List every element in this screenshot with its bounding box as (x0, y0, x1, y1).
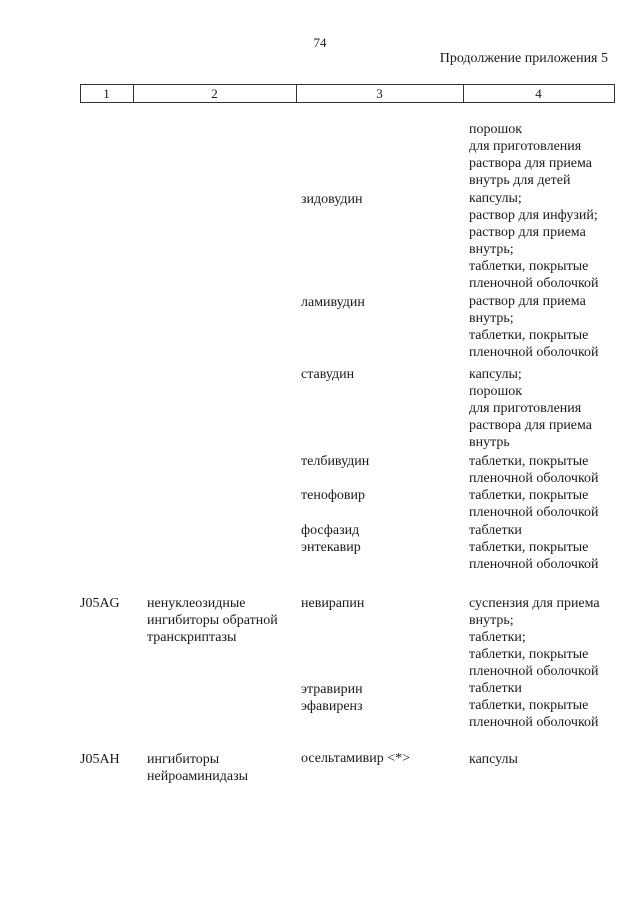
group-name-line: нейроаминидазы (147, 769, 249, 784)
dosage-form-line: капсулы; (469, 191, 522, 206)
dosage-form-line: таблетки, покрытые (469, 454, 589, 469)
dosage-form-line: капсулы (469, 752, 518, 767)
group-name-line: ингибиторы обратной (147, 613, 278, 628)
dosage-form-line: таблетки; (469, 630, 526, 645)
dosage-form-line: внутрь; (469, 311, 514, 326)
dosage-form-line: раствор для приема (469, 225, 586, 240)
dosage-form-line: внутрь для детей (469, 173, 571, 188)
dosage-form-line: внутрь; (469, 242, 514, 257)
drug-name: этравирин (301, 682, 363, 697)
dosage-form-line: раствора для приема (469, 418, 592, 433)
drug-name: фосфазид (301, 523, 360, 538)
dosage-form-line: таблетки, покрытые (469, 328, 589, 343)
drug-name: эфавиренз (301, 699, 363, 714)
header-cell-3: 3 (376, 86, 383, 101)
continuation-title: Продолжение приложения 5 (439, 51, 608, 66)
atc-code: J05AH (80, 752, 120, 767)
dosage-form-line: пленочной оболочкой (469, 505, 599, 520)
dosage-form-line: таблетки, покрытые (469, 488, 589, 503)
dosage-form-line: для приготовления (469, 401, 582, 416)
dosage-form-line: суспензия для приема (469, 596, 600, 611)
dosage-form-line: таблетки, покрытые (469, 698, 589, 713)
dosage-form-line: раствора для приема (469, 156, 592, 171)
dosage-form-line: внутрь; (469, 613, 514, 628)
dosage-form-line: таблетки (469, 523, 522, 538)
drug-name: энтекавир (301, 540, 361, 555)
dosage-form-line: таблетки, покрытые (469, 540, 589, 555)
dosage-form-line: пленочной оболочкой (469, 715, 599, 730)
dosage-form-line: раствор для приема (469, 294, 586, 309)
dosage-form-line: порошок (469, 384, 523, 399)
group-name-line: ненуклеозидные (147, 596, 246, 611)
drug-name: ламивудин (301, 295, 365, 310)
header-cell-4: 4 (535, 86, 542, 101)
column-divider (614, 84, 615, 103)
dosage-form-line: таблетки (469, 681, 522, 696)
atc-code: J05AG (80, 596, 120, 611)
dosage-form-line: порошок (469, 122, 523, 137)
drug-name: ставудин (301, 367, 355, 382)
dosage-form-line: таблетки, покрытые (469, 647, 589, 662)
group-name-line: ингибиторы (147, 752, 220, 767)
header-cell-2: 2 (211, 86, 218, 101)
dosage-form-line: капсулы; (469, 367, 522, 382)
header-cell-1: 1 (103, 86, 110, 101)
dosage-form-line: для приготовления (469, 139, 582, 154)
drug-name: зидовудин (301, 192, 363, 207)
drug-name: осельтамивир <*> (301, 751, 411, 766)
dosage-form-line: раствор для инфузий; (469, 208, 598, 223)
group-name-line: транскриптазы (147, 630, 237, 645)
dosage-form-line: таблетки, покрытые (469, 259, 589, 274)
header-bottom-rule (80, 102, 614, 103)
dosage-form-line: внутрь (469, 435, 510, 450)
page-number: 74 (313, 35, 327, 50)
dosage-form-line: пленочной оболочкой (469, 471, 599, 486)
dosage-form-line: пленочной оболочкой (469, 664, 599, 679)
drug-name: невирапин (301, 596, 365, 611)
drug-name: тенофовир (301, 488, 365, 503)
drug-name: телбивудин (301, 454, 370, 469)
dosage-form-line: пленочной оболочкой (469, 276, 599, 291)
dosage-form-line: пленочной оболочкой (469, 557, 599, 572)
dosage-form-line: пленочной оболочкой (469, 345, 599, 360)
